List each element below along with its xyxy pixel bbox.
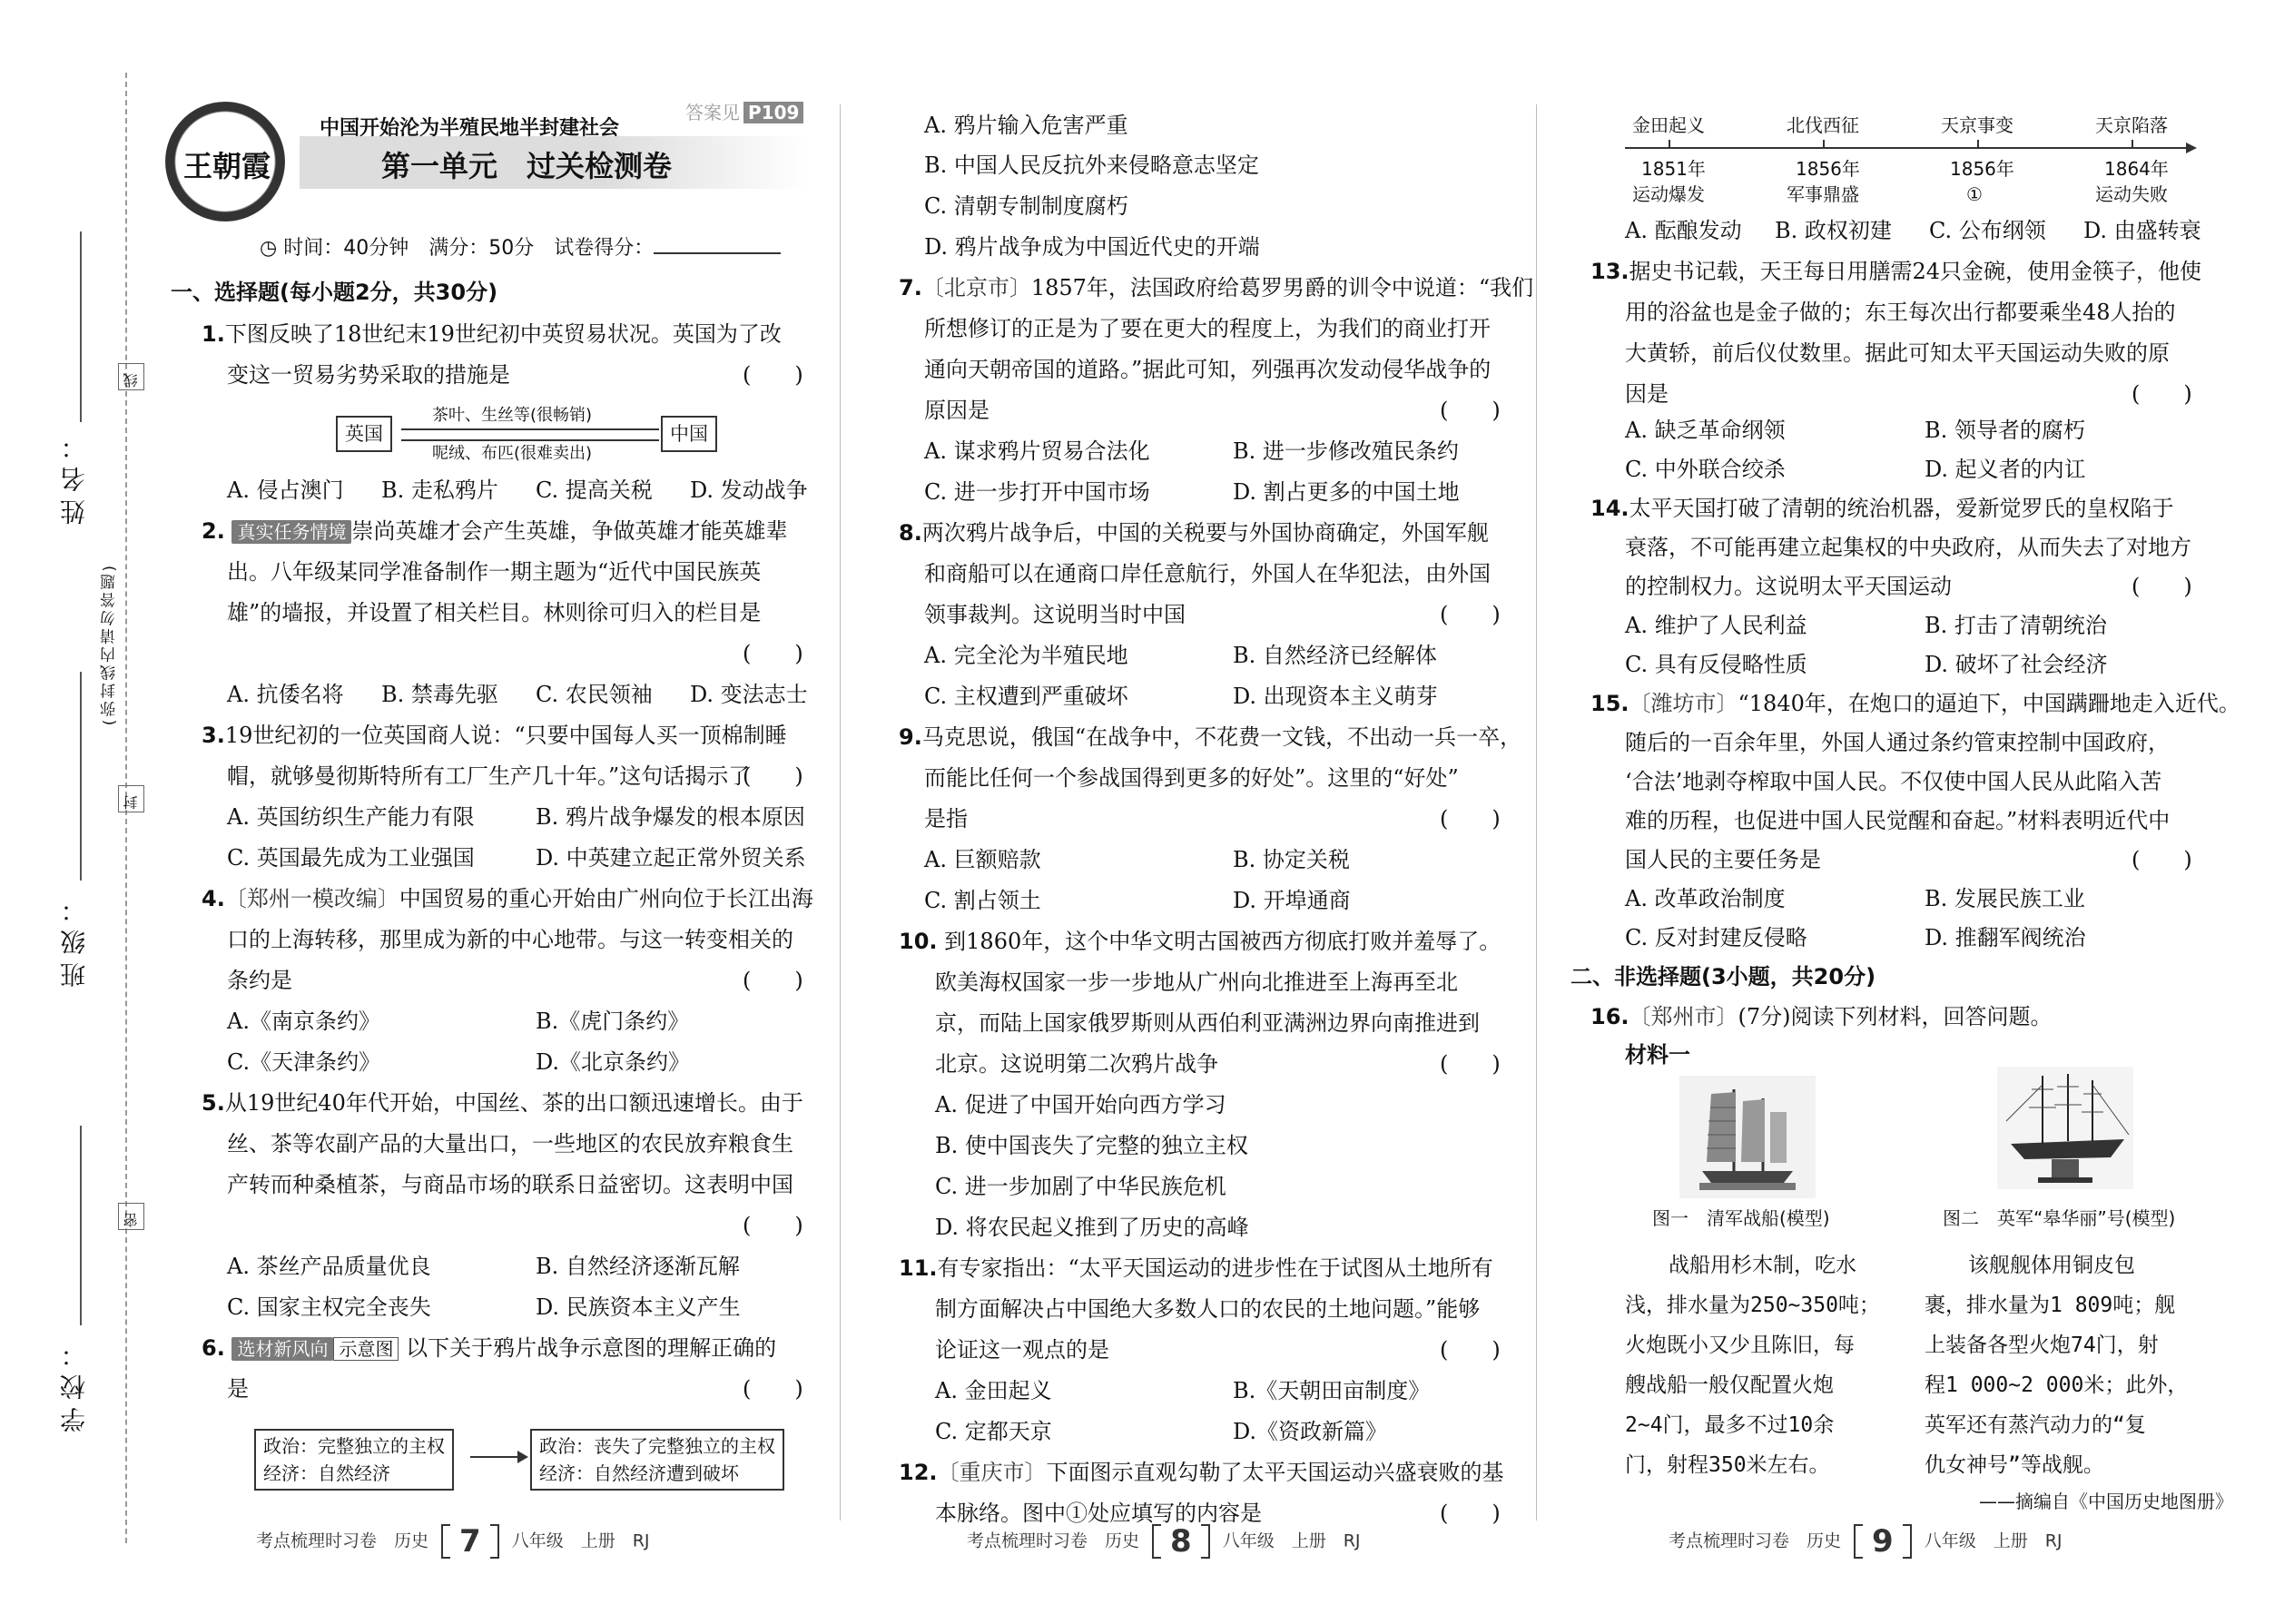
q1-opt-c[interactable]: C. 提高关税 bbox=[536, 477, 653, 503]
q9-blank[interactable]: ( ) bbox=[1440, 806, 1501, 832]
q12-blank[interactable]: ( ) bbox=[1440, 1501, 1501, 1526]
q3-opt-a[interactable]: A. 英国纺织生产能力有限 bbox=[227, 804, 475, 830]
q14-blank[interactable]: ( ) bbox=[2132, 574, 2192, 599]
q15-line5: 国人民的主要任务是 bbox=[1625, 847, 1821, 872]
q11-line3: 论证这一观点的是 bbox=[935, 1337, 1109, 1363]
q13-line3: 大黄轿，前后仪仗数里。据此可知太平天国运动失败的原 bbox=[1625, 340, 2170, 366]
q6-box1-line2: 经济：自然经济 bbox=[263, 1462, 390, 1484]
q2-opt-d[interactable]: D. 变法志士 bbox=[690, 682, 808, 707]
q15-opt-b[interactable]: B. 发展民族工业 bbox=[1925, 886, 2085, 911]
figure-2-caption: 图二 英军“皋华丽”号(模型) bbox=[1943, 1207, 2176, 1229]
q5-line2: 丝、茶等农副产品的大量出口，一些地区的农民放弃粮食生 bbox=[227, 1131, 793, 1156]
name-label: 姓名： bbox=[59, 427, 89, 525]
q7-line3: 通向天朝帝国的道路。”据此可知，列强再次发动侵华战争的 bbox=[924, 357, 1492, 382]
q14-opt-a[interactable]: A. 维护了人民利益 bbox=[1625, 613, 1807, 638]
seal-mark-3: 密 bbox=[118, 1203, 144, 1230]
q13-opt-d[interactable]: D. 起义者的内讧 bbox=[1925, 457, 2086, 482]
q14-line2: 衰落，不可能再建立起集权的中央政府，从而失去了对地方 bbox=[1625, 535, 2191, 560]
q2-blank[interactable]: ( ) bbox=[743, 641, 803, 666]
fig2-text-line: 仇女神号”等战舰。 bbox=[1925, 1453, 2104, 1477]
q5-opt-c[interactable]: C. 国家主权完全丧失 bbox=[227, 1294, 431, 1320]
q4-opt-c[interactable]: C.《天津条约》 bbox=[227, 1049, 381, 1075]
tl-top-3: 天京事变 bbox=[1941, 114, 2013, 136]
q8-opt-c[interactable]: C. 主权遭到严重破坏 bbox=[924, 684, 1128, 709]
q12-line1: 12.〔重庆市〕下面图示直观勾勒了太平天国运动兴盛衰败的基 bbox=[899, 1460, 1504, 1485]
q14-opt-d[interactable]: D. 破坏了社会经济 bbox=[1925, 652, 2108, 677]
tl-top-1: 金田起义 bbox=[1632, 114, 1705, 136]
q15-line1: 15.〔潍坊市〕“1840年，在炮口的逼迫下，中国蹒跚地走入近代。 bbox=[1590, 691, 2240, 716]
q15-opt-a[interactable]: A. 改革政治制度 bbox=[1625, 886, 1786, 911]
q14-line3: 的控制权力。这说明太平天国运动 bbox=[1625, 574, 1952, 599]
chinese-junk-image bbox=[1679, 1076, 1816, 1198]
fig2-text-line: 该舰舰体用铜皮包 bbox=[1968, 1254, 2135, 1277]
q6-opt-d[interactable]: D. 鸦片战争成为中国近代史的开端 bbox=[924, 234, 1260, 260]
q7-opt-a[interactable]: A. 谋求鸦片贸易合法化 bbox=[924, 438, 1150, 464]
q11-opt-b[interactable]: B.《天朝田亩制度》 bbox=[1233, 1378, 1431, 1403]
q4-opt-b[interactable]: B.《虎门条约》 bbox=[536, 1009, 690, 1034]
q2-line3: 雄”的墙报，并设置了相关栏目。林则徐可归入的栏目是 bbox=[227, 600, 762, 625]
tl-tick-1 bbox=[1669, 140, 1670, 149]
q9-opt-a[interactable]: A. 巨额赔款 bbox=[924, 847, 1041, 872]
q8-line3: 领事裁判。这说明当时中国 bbox=[924, 602, 1186, 627]
footer-3: 考点梳理时习卷 历史 9 八年级 上册 RJ bbox=[1669, 1523, 2063, 1560]
q7-line2: 所想修订的正是为了要在更大的程度上，为我们的商业打开 bbox=[924, 316, 1491, 341]
q11-opt-c[interactable]: C. 定都天京 bbox=[935, 1419, 1052, 1444]
q15-line2: 随后的一百余年里，外国人通过条约管束控制中国政府， bbox=[1625, 730, 2170, 755]
q14-opt-b[interactable]: B. 打击了清朝统治 bbox=[1925, 613, 2107, 638]
q8-opt-a[interactable]: A. 完全沦为半殖民地 bbox=[924, 643, 1128, 668]
q14-opt-c[interactable]: C. 具有反侵略性质 bbox=[1625, 652, 1807, 677]
q12-opt-a[interactable]: A. 酝酿发动 bbox=[1625, 218, 1742, 243]
tl-tick-3 bbox=[1977, 140, 1979, 149]
q5-opt-b[interactable]: B. 自然经济逐渐瓦解 bbox=[536, 1254, 740, 1279]
q1-line2: 变这一贸易劣势采取的措施是 bbox=[227, 362, 510, 388]
q2-opt-a[interactable]: A. 抗倭名将 bbox=[227, 682, 344, 707]
tl-bot-3: ① bbox=[1966, 183, 1983, 205]
q15-blank[interactable]: ( ) bbox=[2132, 847, 2192, 872]
tl-year-3: 1856年 bbox=[1950, 158, 2014, 180]
q10-opt-d[interactable]: D. 将农民起义推到了历史的高峰 bbox=[935, 1215, 1249, 1240]
q7-opt-b[interactable]: B. 进一步修改殖民条约 bbox=[1233, 438, 1459, 464]
page-number-7: 7 bbox=[459, 1523, 481, 1560]
tl-year-1: 1851年 bbox=[1641, 158, 1706, 180]
fig2-text-line: 上装备各型火炮74门，射 bbox=[1925, 1334, 2159, 1357]
q6-line1: 6. 选材新风向 示意图 以下关于鸦片战争示意图的理解正确的 bbox=[202, 1335, 777, 1361]
q10-opt-b[interactable]: B. 使中国丧失了完整的独立主权 bbox=[935, 1133, 1248, 1158]
q1-opt-b[interactable]: B. 走私鸦片 bbox=[381, 477, 498, 503]
school-label: 学校： bbox=[59, 1334, 89, 1432]
q4-line1: 4.〔郑州一模改编〕中国贸易的重心开始由广州向位于长江出海 bbox=[202, 886, 813, 911]
seal-note: (弥封线内请勿答题) bbox=[101, 563, 119, 726]
q1-arrow-lines bbox=[401, 428, 659, 441]
q6-tag: 选材新风向 bbox=[231, 1337, 333, 1361]
fig2-text-line: 程1 000~2 000米；此外， bbox=[1925, 1373, 2189, 1397]
q1-arrow-top: 茶叶、生丝等(很畅销) bbox=[432, 406, 593, 425]
tl-tick-4 bbox=[2132, 140, 2133, 149]
q1-line1: 1.下图反映了18世纪末19世纪初中英贸易状况。英国为了改 bbox=[202, 321, 782, 347]
seal-mark-2: 封 bbox=[118, 785, 144, 812]
q8-blank[interactable]: ( ) bbox=[1440, 602, 1501, 627]
q10-opt-a[interactable]: A. 促进了中国开始向西方学习 bbox=[935, 1092, 1226, 1117]
q9-line1: 9.马克思说，俄国“在战争中，不花费一文钱，不出动一兵一卒， bbox=[899, 724, 1522, 750]
q14-line1: 14.太平天国打破了清朝的统治机器，爱新觉罗氏的皇权陷于 bbox=[1590, 496, 2174, 521]
q12-opt-b[interactable]: B. 政权初建 bbox=[1775, 218, 1892, 243]
q11-line1: 11.有专家指出：“太平天国运动的进步性在于试图从土地所有 bbox=[899, 1255, 1493, 1281]
fig2-text-line: 英军还有蒸汽动力的“复 bbox=[1925, 1413, 2146, 1437]
q15-opt-c[interactable]: C. 反对封建反侵略 bbox=[1625, 925, 1807, 950]
q4-line3: 条约是 bbox=[227, 968, 292, 993]
q8-line1: 8.两次鸦片战争后，中国的关税要与外国协商确定，外国军舰 bbox=[899, 520, 1489, 546]
figure-1-caption: 图一 清军战船(模型) bbox=[1652, 1207, 1830, 1229]
q3-opt-c[interactable]: C. 英国最先成为工业强国 bbox=[227, 845, 475, 871]
q12-line2: 本脉络。图中①处应填写的内容是 bbox=[935, 1501, 1262, 1526]
q12-opt-d[interactable]: D. 由盛转衰 bbox=[2083, 218, 2201, 243]
fig1-text-line: 火炮既小又少且陈旧，每 bbox=[1625, 1334, 1855, 1357]
q9-opt-d[interactable]: D. 开埠通商 bbox=[1233, 888, 1351, 913]
q6-opt-a[interactable]: A. 鸦片输入危害严重 bbox=[924, 113, 1128, 138]
answer-ref: 答案见 P109 bbox=[685, 102, 803, 123]
q6-box-after bbox=[530, 1429, 784, 1491]
q3-blank[interactable]: ( ) bbox=[743, 763, 803, 789]
q10-blank[interactable]: ( ) bbox=[1440, 1051, 1501, 1077]
q1-box-uk: 英国 bbox=[336, 416, 392, 452]
clock-icon: ◷ bbox=[260, 237, 278, 260]
q15-line4: 难的历程，也促进中国人民觉醒和奋起。”材料表明近代中 bbox=[1625, 808, 2171, 833]
q10-line3: 京，而陆上国家俄罗斯则从西伯利亚满洲边界向南推进到 bbox=[935, 1010, 1480, 1036]
q4-blank[interactable]: ( ) bbox=[743, 968, 803, 993]
q6-opt-c[interactable]: C. 清朝专制制度腐朽 bbox=[924, 193, 1128, 219]
tl-top-4: 天京陷落 bbox=[2095, 114, 2168, 136]
q16-material-1: 材料一 bbox=[1625, 1042, 1690, 1068]
page-title: 第一单元 过关检测卷 bbox=[381, 149, 673, 183]
fig1-text-line: 艘战船一般仅配置火炮 bbox=[1625, 1373, 1834, 1397]
tl-bot-2: 军事鼎盛 bbox=[1787, 183, 1859, 205]
fig1-text-line: 浅，排水量为250~350吨； bbox=[1625, 1294, 1880, 1317]
section-2-heading: 二、非选择题(3小题，共20分) bbox=[1570, 964, 1876, 989]
q2-line2: 出。八年级某同学准备制作一期主题为“近代中国民族英 bbox=[227, 559, 762, 585]
q11-line2: 制方面解决占中国绝大多数人口的农民的土地问题。”能够 bbox=[935, 1296, 1481, 1322]
q7-line1: 7.〔北京市〕1857年，法国政府给葛罗男爵的训令中说道：“我们 bbox=[899, 275, 1534, 300]
q11-opt-a[interactable]: A. 金田起义 bbox=[935, 1378, 1052, 1403]
q16-line1: 16.〔郑州市〕(7分)阅读下列材料，回答问题。 bbox=[1590, 1004, 2053, 1029]
seal-mark-1: 线 bbox=[118, 363, 144, 390]
british-ship-image bbox=[1997, 1067, 2133, 1189]
q13-opt-a[interactable]: A. 缺乏革命纲领 bbox=[1625, 418, 1786, 443]
tl-year-4: 1864年 bbox=[2104, 158, 2169, 180]
q6-arrow-head bbox=[517, 1451, 528, 1463]
q4-opt-d[interactable]: D.《北京条约》 bbox=[536, 1049, 691, 1075]
q10-line2: 欧美海权国家一步一步地从广州向北推进至上海再至北 bbox=[935, 969, 1458, 995]
q6-box-before bbox=[254, 1429, 454, 1491]
q3-opt-b[interactable]: B. 鸦片战争爆发的根本原因 bbox=[536, 804, 805, 830]
q10-opt-c[interactable]: C. 进一步加剧了中华民族危机 bbox=[935, 1174, 1226, 1199]
q16-source: ——摘编自《中国历史地图册》 bbox=[1979, 1491, 2233, 1512]
q6-box2-line2: 经济：自然经济遭到破坏 bbox=[539, 1462, 739, 1484]
page-number-8: 8 bbox=[1170, 1523, 1192, 1560]
fig1-text-line: 2~4门，最多不过10余 bbox=[1625, 1413, 1835, 1437]
q5-line3: 产转而种桑植茶，与商品市场的联系日益密切。这表明中国 bbox=[227, 1172, 793, 1197]
fig1-text-line: 战船用杉木制，吃水 bbox=[1669, 1254, 1856, 1277]
q10-line4: 北京。这说明第二次鸦片战争 bbox=[935, 1051, 1218, 1077]
q2-opt-b[interactable]: B. 禁毒先驱 bbox=[381, 682, 498, 707]
q13-line1: 13.据史书记载，天王每日用膳需24只金碗，使用金筷子，他使 bbox=[1590, 259, 2202, 284]
q5-blank[interactable]: ( ) bbox=[743, 1213, 803, 1238]
q6-box1-line1: 政治：完整独立的主权 bbox=[263, 1435, 445, 1457]
tl-arrow-head bbox=[2186, 143, 2197, 153]
q8-line2: 和商船可以在通商口岸任意航行，外国人在华犯法，由外国 bbox=[924, 561, 1491, 586]
exam-info: ◷ 时间：40分钟 满分：50分 试卷得分： bbox=[260, 238, 781, 260]
q6-tag2: 示意图 bbox=[333, 1337, 399, 1361]
q2-tag: 真实任务情境 bbox=[231, 520, 351, 544]
q3-line2: 帽，就够曼彻斯特所有工厂生产几十年。”这句话揭示了 bbox=[227, 763, 751, 789]
q7-blank[interactable]: ( ) bbox=[1440, 398, 1501, 423]
q11-blank[interactable]: ( ) bbox=[1440, 1337, 1501, 1363]
q2-opt-c[interactable]: C. 农民领袖 bbox=[536, 682, 653, 707]
q10-line1: 10. 到1860年，这个中华文明古国被西方彻底打败并羞辱了。 bbox=[899, 929, 1501, 954]
tl-bot-4: 运动失败 bbox=[2095, 183, 2168, 205]
q15-line3: ‘合法’地剥夺榨取中国人民。不仅使中国人民从此陷入苦 bbox=[1625, 769, 2162, 794]
q1-opt-a[interactable]: A. 侵占澳门 bbox=[227, 477, 344, 503]
q1-box-cn: 中国 bbox=[661, 416, 717, 452]
q13-opt-b[interactable]: B. 领导者的腐朽 bbox=[1925, 418, 2085, 443]
tl-bot-1: 运动爆发 bbox=[1632, 183, 1705, 205]
fig1-text-line: 门，射程350米左右。 bbox=[1625, 1453, 1830, 1477]
q5-opt-a[interactable]: A. 茶丝产品质量优良 bbox=[227, 1254, 431, 1279]
q9-opt-b[interactable]: B. 协定关税 bbox=[1233, 847, 1350, 872]
q8-opt-b[interactable]: B. 自然经济已经解体 bbox=[1233, 643, 1437, 668]
tl-year-2: 1856年 bbox=[1796, 158, 1860, 180]
q15-opt-d[interactable]: D. 推翻军阀统治 bbox=[1925, 925, 2086, 950]
q1-arrow-bot: 呢绒、布匹(很难卖出) bbox=[432, 444, 593, 463]
logo-text: 王朝霞 bbox=[183, 149, 271, 183]
q7-opt-d[interactable]: D. 割占更多的中国土地 bbox=[1233, 479, 1460, 505]
q9-opt-c[interactable]: C. 割占领土 bbox=[924, 888, 1041, 913]
q4-opt-a[interactable]: A.《南京条约》 bbox=[227, 1009, 380, 1034]
q6-line2: 是 bbox=[227, 1376, 249, 1402]
tl-top-2: 北伐西征 bbox=[1787, 114, 1859, 136]
q1-opt-d[interactable]: D. 发动战争 bbox=[690, 477, 808, 503]
figure-2-text bbox=[1925, 1245, 2188, 1485]
q2-line1: 2. 真实任务情境 崇尚英雄才会产生英雄，争做英雄才能英雄辈 bbox=[202, 518, 788, 544]
figure-1-text bbox=[1625, 1245, 1880, 1485]
q13-line2: 用的浴盆也是金子做的；东王每次出行都要乘坐48人抬的 bbox=[1625, 300, 2176, 325]
q3-opt-d[interactable]: D. 中英建立起正常外贸关系 bbox=[536, 845, 806, 871]
q3-line1: 3.19世纪初的一位英国商人说：“只要中国每人买一顶棉制睡 bbox=[202, 723, 787, 748]
section-1-heading: 一、选择题(每小题2分，共30分) bbox=[171, 280, 498, 305]
q9-line3: 是指 bbox=[924, 806, 968, 832]
q11-opt-d[interactable]: D.《资政新篇》 bbox=[1233, 1419, 1388, 1444]
fig2-text-line: 裹，排水量为1 809吨；舰 bbox=[1925, 1294, 2176, 1317]
q5-line1: 5.从19世纪40年代开始，中国丝、茶的出口额迅速增长。由于 bbox=[202, 1090, 803, 1116]
footer-2: 考点梳理时习卷 历史 8 八年级 上册 RJ bbox=[967, 1523, 1361, 1560]
q9-line2: 而能比任何一个参战国得到更多的好处”。这里的“好处” bbox=[924, 765, 1459, 791]
unit-subtitle: 中国开始沦为半殖民地半封建社会 bbox=[320, 117, 620, 140]
q13-opt-c[interactable]: C. 中外联合绞杀 bbox=[1625, 457, 1786, 482]
q6-blank[interactable]: ( ) bbox=[743, 1376, 803, 1402]
page-number-9: 9 bbox=[1872, 1523, 1894, 1560]
q6-opt-b[interactable]: B. 中国人民反抗外来侵略意志坚定 bbox=[924, 153, 1259, 178]
q7-line4: 原因是 bbox=[924, 398, 989, 423]
q13-line4: 因是 bbox=[1625, 381, 1669, 407]
q6-arrow bbox=[470, 1456, 521, 1458]
tl-tick-2 bbox=[1823, 140, 1825, 149]
tl-axis bbox=[1625, 147, 2188, 149]
answer-page-badge: P109 bbox=[743, 102, 803, 123]
class-label: 班级： bbox=[59, 890, 89, 988]
q13-blank[interactable]: ( ) bbox=[2132, 381, 2192, 407]
score-blank[interactable] bbox=[654, 252, 781, 254]
q7-opt-c[interactable]: C. 进一步打开中国市场 bbox=[924, 479, 1150, 505]
q4-line2: 口的上海转移，那里成为新的中心地带。与这一转变相关的 bbox=[227, 927, 793, 952]
footer-1: 考点梳理时习卷 历史 7 八年级 上册 RJ bbox=[256, 1523, 650, 1560]
q12-opt-c[interactable]: C. 公布纲领 bbox=[1929, 218, 2046, 243]
q8-opt-d[interactable]: D. 出现资本主义萌芽 bbox=[1233, 684, 1438, 709]
q6-box2-line1: 政治：丧失了完整独立的主权 bbox=[539, 1435, 775, 1457]
q5-opt-d[interactable]: D. 民族资本主义产生 bbox=[536, 1294, 741, 1320]
q1-blank[interactable]: ( ) bbox=[743, 362, 803, 388]
